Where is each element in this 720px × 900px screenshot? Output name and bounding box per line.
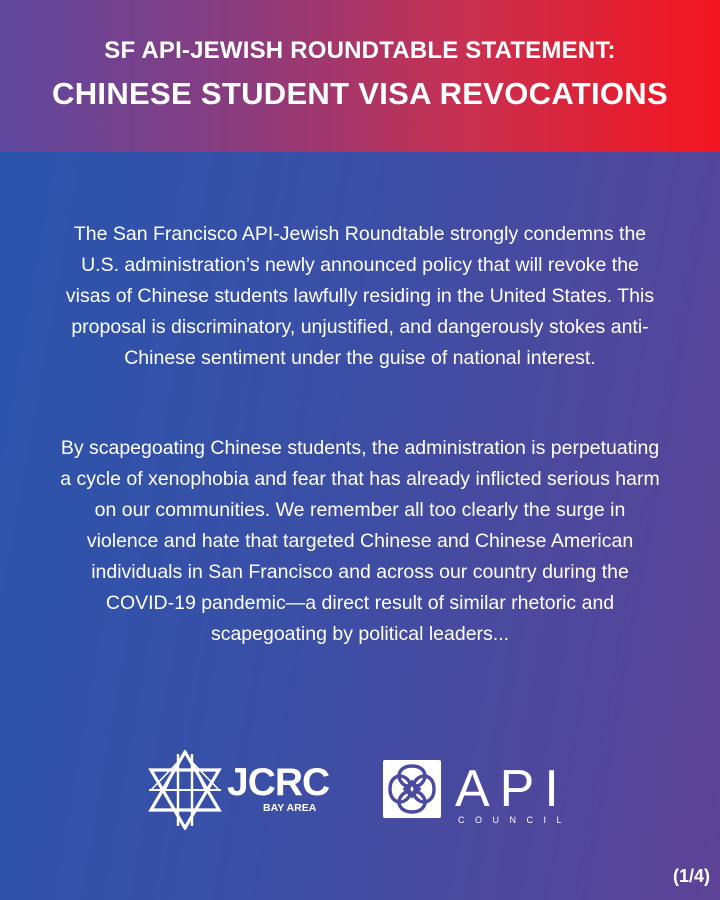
statement-paragraph-1: The San Francisco API-Jewish Roundtable strongly condemns the U.S. administration’s newly announced policy that will revoke the visas of Chinese students lawfully residing in the United States. This proposal is discriminatory, unjustified, and dangerously stokes anti-Chinese sentiment under the guise of national interest. [65,223,655,369]
header-banner [0,0,720,152]
jcrc-logo-name: JCRC [227,761,330,804]
header-subtitle: CHINESE STUDENT VISA REVOCATIONS [52,76,668,111]
api-logo-name: API [455,760,569,818]
page-indicator: (1/4) [672,866,710,886]
statement-paragraph-2: By scapegoating Chinese students, the administration is perpetuating a cycle of xenophobia and fear that has already inflicted serious harm on our communities. We remember all too clearly the surge in violence and hate that targeted Chinese and Chinese American individuals in San Francisco and across our country during the COVID-19 pandemic—a direct result of similar rhetoric and scapegoating by political leaders... [60,437,660,645]
star-of-david-bridge-icon [149,752,221,828]
header-title: SF API-JEWISH ROUNDTABLE STATEMENT: [104,37,616,64]
jcrc-logo-subtitle: BAY AREA [263,802,317,814]
jcrc-logo [147,750,337,830]
api-council-logo [382,757,582,827]
knot-pattern-icon [383,760,441,818]
api-logo-subtitle: COUNCIL [458,815,573,825]
